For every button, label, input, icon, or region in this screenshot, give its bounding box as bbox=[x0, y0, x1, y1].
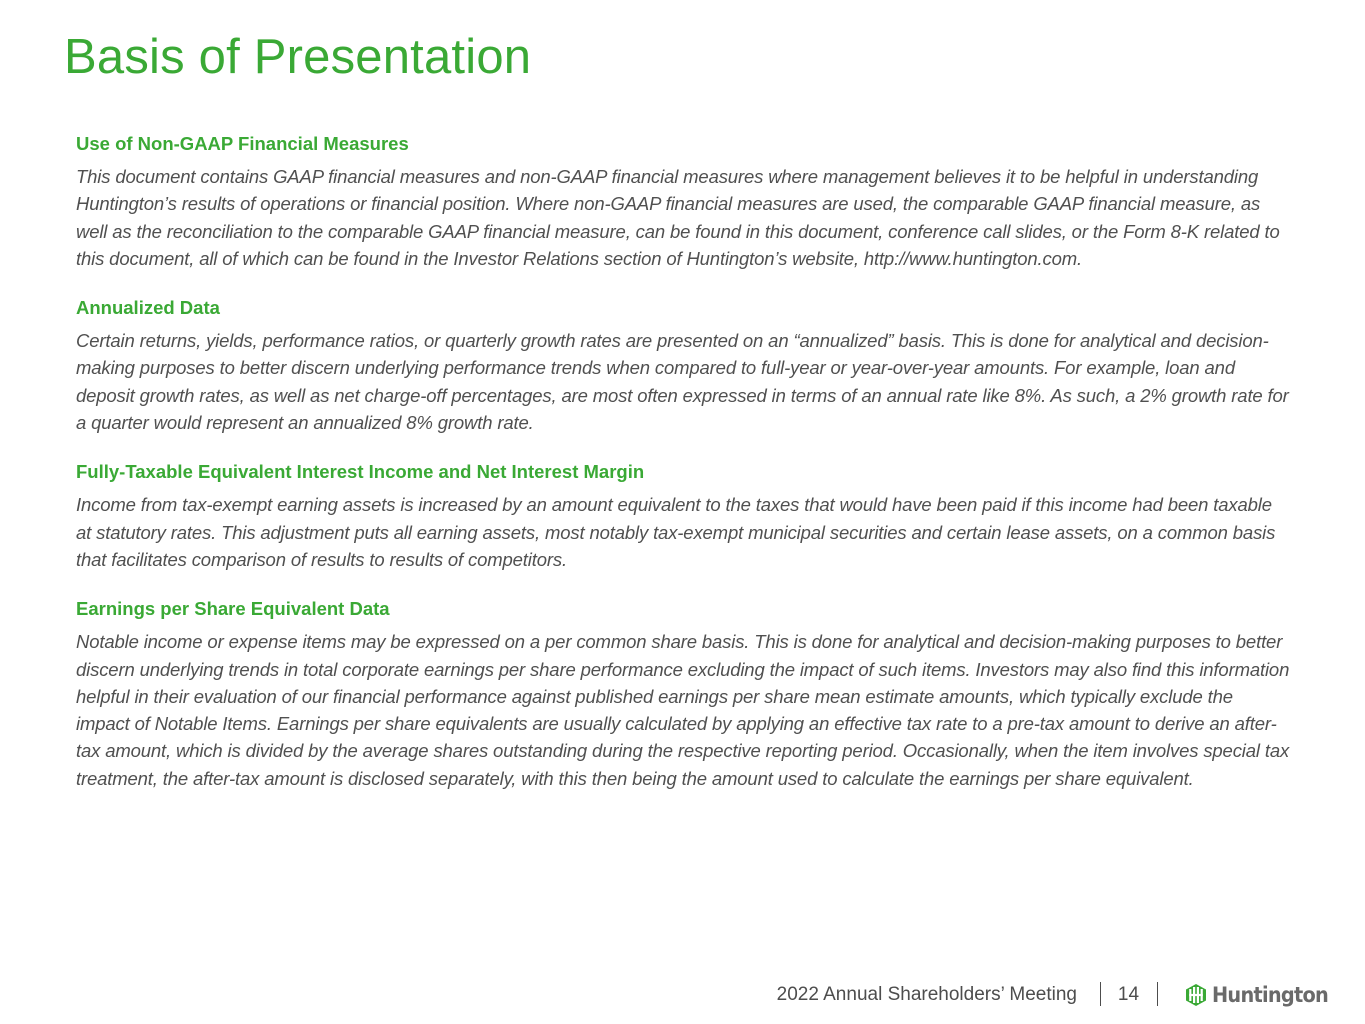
footer-meeting-label: 2022 Annual Shareholders’ Meeting bbox=[776, 984, 1077, 1005]
footer bbox=[0, 980, 1365, 1012]
huntington-logo bbox=[1184, 980, 1338, 1010]
section-heading: Earnings per Share Equivalent Data bbox=[76, 598, 390, 620]
section-eps-equivalent bbox=[76, 595, 1291, 792]
section-heading: Annualized Data bbox=[76, 297, 220, 319]
section-body: Income from tax-exempt earning assets is increased by an amount equivalent to the taxes that would have been paid if this income had been taxable at statutory rates. This adjustment puts all earning assets, most notably tax-exempt municipal securities and certain lease assets, on a common basis that facilitates comparison of results to results of competitors. bbox=[76, 494, 1276, 570]
logo-wordmark: Huntington bbox=[1212, 983, 1329, 1007]
section-body: Notable income or expense items may be expressed on a per common share basis. This is done for analytical and decision-making purposes to better discern underlying trends in total corporate earnings per share performance excluding the impact of such items. Investors may also find this information helpful in their evaluation of our financial performance against published earnings per share mean estimate amounts, which typically exclude the impact of Notable Items. Earnings per share equivalents are usually calculated by applying an effective tax rate to a pre-tax amount to derive an after-tax amount, which is divided by the average shares outstanding during the respective reporting period. Occasionally, when the item involves special tax treatment, the after-tax amount is disclosed separately, with this then being the amount used to calculate the earnings per share equivalent. bbox=[76, 631, 1290, 789]
content-area bbox=[76, 130, 1291, 814]
footer-divider bbox=[1157, 982, 1158, 1006]
page-title: Basis of Presentation bbox=[64, 30, 532, 84]
section-heading: Fully-Taxable Equivalent Interest Income and Net Interest Margin bbox=[76, 461, 645, 483]
section-heading: Use of Non-GAAP Financial Measures bbox=[76, 133, 409, 154]
section-fte-interest bbox=[76, 458, 1291, 573]
section-body: Certain returns, yields, performance ratios, or quarterly growth rates are presented on an “annualized” basis. This is done for analytical and decision-making purposes to better discern underlying performance trends when compared to full-year or year-over-year amounts. For example, loan and deposit growth rates, as well as net charge-off percentages, are most often expressed in terms of an annual rate like 8%. As such, a 2% growth rate for a quarter would represent an annualized 8% growth rate. bbox=[76, 330, 1289, 434]
page-number: 14 bbox=[1117, 984, 1140, 1005]
section-non-gaap bbox=[76, 130, 1291, 272]
section-body: This document contains GAAP financial measures and non-GAAP financial measures where management believes it to be helpful in understanding Huntington’s results of operations or financial position. Where non-GAAP financial measures are used, the comparable GAAP financial measure, as well as the reconciliation to the comparable GAAP financial measure, can be found in this document, conference call slides, or the Form 8-K related to this document, all of which can be found in the Investor Relations section of Huntington’s website, http://www.huntington.com. bbox=[76, 166, 1280, 269]
section-annualized-data bbox=[76, 294, 1291, 436]
huntington-hex-logo-icon bbox=[1184, 983, 1208, 1007]
